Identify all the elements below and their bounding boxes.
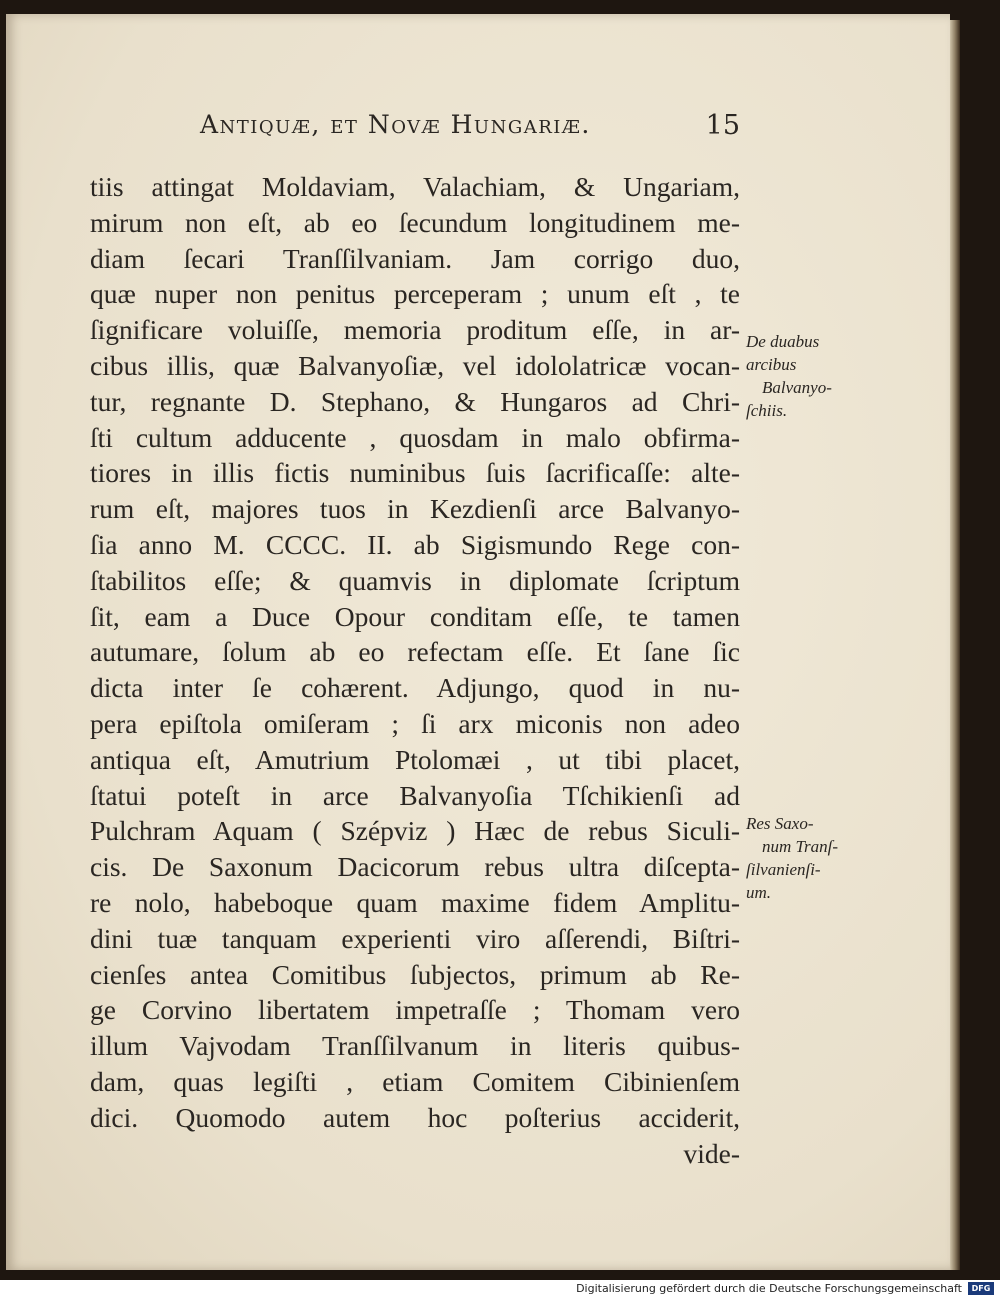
text-line: cienſes antea Comitibus ſubjectos, primum ab Re- — [90, 958, 740, 990]
text-line: ſignificare voluiſſe, memoria proditum eſſe, in ar- — [90, 314, 740, 346]
text-line: ge Corvino libertatem impetraſſe ; Thomam vero — [90, 994, 740, 1026]
text-line: tur, regnante D. Stephano, & Hungaros ad Chri- — [90, 385, 740, 417]
page-number: 15 — [705, 110, 740, 141]
margin-note-line: arcibus — [746, 355, 797, 374]
funding-credit: Digitalisierung gefördert durch die Deutsche Forschungsgemeinschaft — [576, 1282, 962, 1295]
margin-note-line: ſchiis. — [746, 401, 788, 420]
text-line: illum Vajvodam Tranſſilvanum in literis quibus- — [90, 1030, 740, 1062]
text-line: autumare, ſolum ab eo refectam eſſe. Et ſane ſic — [90, 636, 740, 668]
text-line: dini tuæ tanquam experienti viro aſſerendi, Biſtri- — [90, 922, 740, 954]
text-line: ſit, eam a Duce Opour conditam eſſe, te tamen — [90, 600, 740, 632]
catchword: vide- — [683, 1137, 740, 1169]
body-text — [90, 169, 740, 1171]
margin-note-line: Res Saxo- — [746, 814, 814, 833]
text-line: re nolo, habeboque quam maxime fidem Amplitu- — [90, 886, 740, 918]
dfg-logo-icon: DFG — [968, 1282, 994, 1295]
page-edge — [950, 20, 960, 1270]
text-line: pera epiſtola omiſeram ; ſi arx miconis non adeo — [90, 707, 740, 739]
text-line: dam, quas legiſti , etiam Comitem Cibinienſem — [90, 1065, 740, 1097]
text-line: tiis attingat Moldaviam, Valachiam, & Ungariam, — [90, 171, 740, 202]
margin-note-res-saxonum — [746, 812, 838, 904]
text-line: ſti cultum adducente , quosdam in malo obfirma- — [90, 421, 740, 453]
text-line: mirum non eſt, ab eo ſecundum longitudinem me- — [90, 206, 740, 238]
running-header — [200, 110, 740, 150]
text-line: tiores in illis fictis numinibus ſuis ſacrificaſſe: alte- — [90, 457, 740, 489]
text-line: cibus illis, quæ Balvanyoſiæ, vel idololatricæ vocan- — [90, 349, 740, 381]
text-line: diam ſecari Tranſſilvaniam. Jam corrigo duo, — [90, 242, 740, 274]
margin-note-line: um. — [746, 883, 772, 902]
text-line: cis. De Saxonum Dacicorum rebus ultra diſcepta- — [90, 851, 740, 883]
text-line: ſia anno M. CCCC. II. ab Sigismundo Rege con- — [90, 528, 740, 560]
text-line: antiqua eſt, Amutrium Ptolomæi , ut tibi placet, — [90, 743, 740, 775]
margin-note-line: ſilvanienſi- — [746, 860, 821, 879]
text-line: quæ nuper non penitus perceperam ; unum eſt , te — [90, 278, 740, 310]
margin-note-line: Balvanyo- — [762, 378, 832, 397]
text-line: rum eſt, majores tuos in Kezdienſi arce Balvanyo- — [90, 493, 740, 525]
text-line: ſtatui poteſt in arce Balvanyoſia Tſchikienſi ad — [90, 779, 740, 811]
margin-note-de-duabus-arcibus — [746, 330, 832, 422]
running-title: Antiquæ, et Novæ Hungariæ. — [200, 110, 591, 139]
text-line: dici. Quomodo autem hoc poſterius acciderit, — [90, 1101, 740, 1133]
text-line: dicta inter ſe cohærent. Adjungo, quod in nu- — [90, 672, 740, 704]
text-line: ſtabilitos eſſe; & quamvis in diplomate ſcriptum — [90, 564, 740, 596]
text-line: Pulchram Aquam ( Szépviz ) Hæc de rebus Siculi- — [90, 815, 740, 847]
margin-note-line: num Tranſ- — [762, 837, 839, 856]
margin-note-line: De duabus — [746, 332, 820, 351]
